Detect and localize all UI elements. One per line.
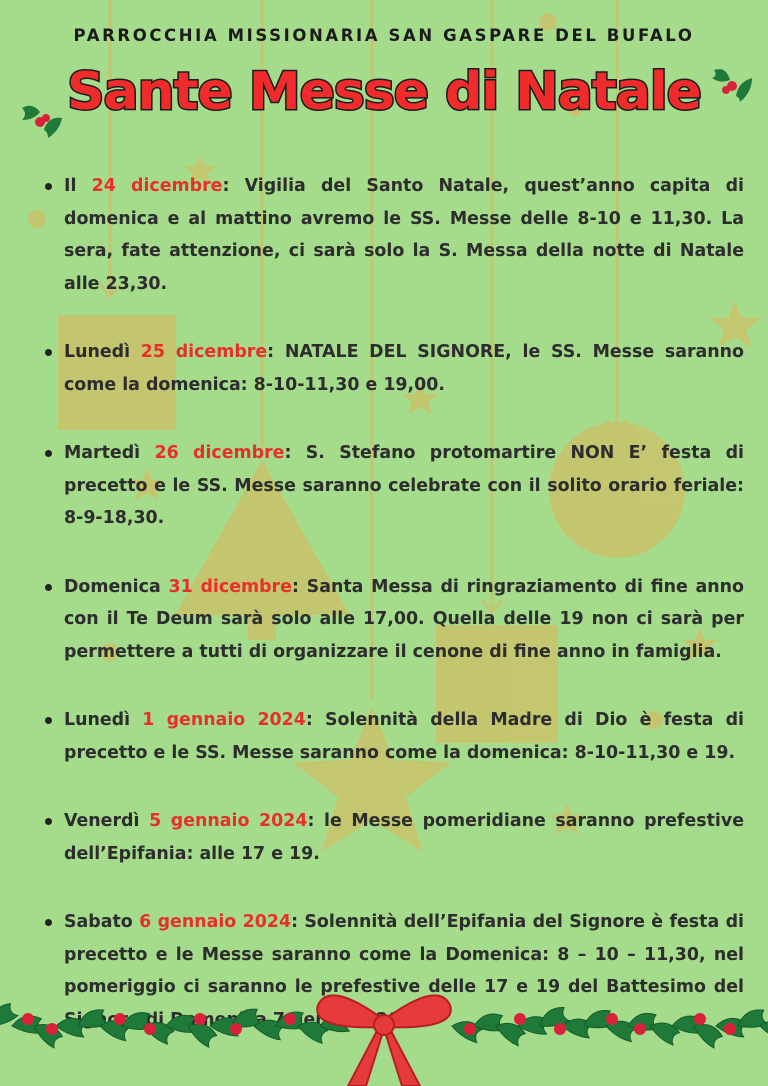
list-item: Domenica 31 dicembre: Santa Messa di ringraziamento di fine anno con il Te Deum sarà solo alle 17,00. Quella delle 19 non ci sarà per permettere a tutti di organizzare il cenone di fine anno in famiglia. xyxy=(42,571,744,669)
red-bow-icon xyxy=(317,995,451,1086)
holly-icon xyxy=(18,100,66,142)
event-date: 31 dicembre xyxy=(168,576,292,597)
list-item: Martedì 26 dicembre: S. Stefano protomartire NON E’ festa di precetto e le SS. Messe saranno celebrate con il solito orario feriale: 8-9-18,30. xyxy=(42,437,744,535)
event-date: 26 dicembre xyxy=(154,443,285,463)
list-item: Lunedì 1 gennaio 2024: Solennità della Madre di Dio è festa di precetto e le SS. Messe saranno come la domenica: 8-10-11,30 e 19. xyxy=(42,704,744,769)
list-item: Il 24 dicembre: Vigilia del Santo Natale, quest’anno capita di domenica e al mattino avremo le SS. Messe delle 8-10 e 11,30. La sera, fate attenzione, ci sarà solo la S. Messa della notte di Natale alle 23,30. xyxy=(42,170,744,300)
page-title: Sante Messe di Natale xyxy=(67,62,701,122)
list-item: Venerdì 5 gennaio 2024: le Messe pomeridiane saranno prefestive dell’Epifania: alle 17 e 19. xyxy=(42,805,744,870)
holly-garland xyxy=(0,975,768,1086)
event-date: 6 gennaio 2024 xyxy=(139,912,292,932)
holly-icon xyxy=(708,64,756,106)
event-date: 1 gennaio 2024 xyxy=(142,710,306,730)
list-item: Sabato 6 gennaio 2024: Solennità dell’Epifania del Signore è festa di precetto e le Messe saranno come la Domenica: 8 – 10 – 11,30, nel pomeriggio ci saranno le prefestive delle 17 e 19 del Battesimo del di 7 xyxy=(42,906,744,1036)
event-date: 24 dicembre xyxy=(91,176,223,196)
event-date: 5 gennaio 2024 xyxy=(149,811,308,831)
list-item: Lunedì 25 dicembre: NATALE DEL SIGNORE, le SS. Messe saranno come la domenica: 8-10-11,30 e 19,00. xyxy=(42,336,744,401)
parish-name: PARROCCHIA MISSIONARIA SAN GASPARE DEL BUFALO xyxy=(73,26,695,45)
mass-schedule-list xyxy=(42,170,744,1036)
event-date: 25 dicembre xyxy=(140,342,268,362)
